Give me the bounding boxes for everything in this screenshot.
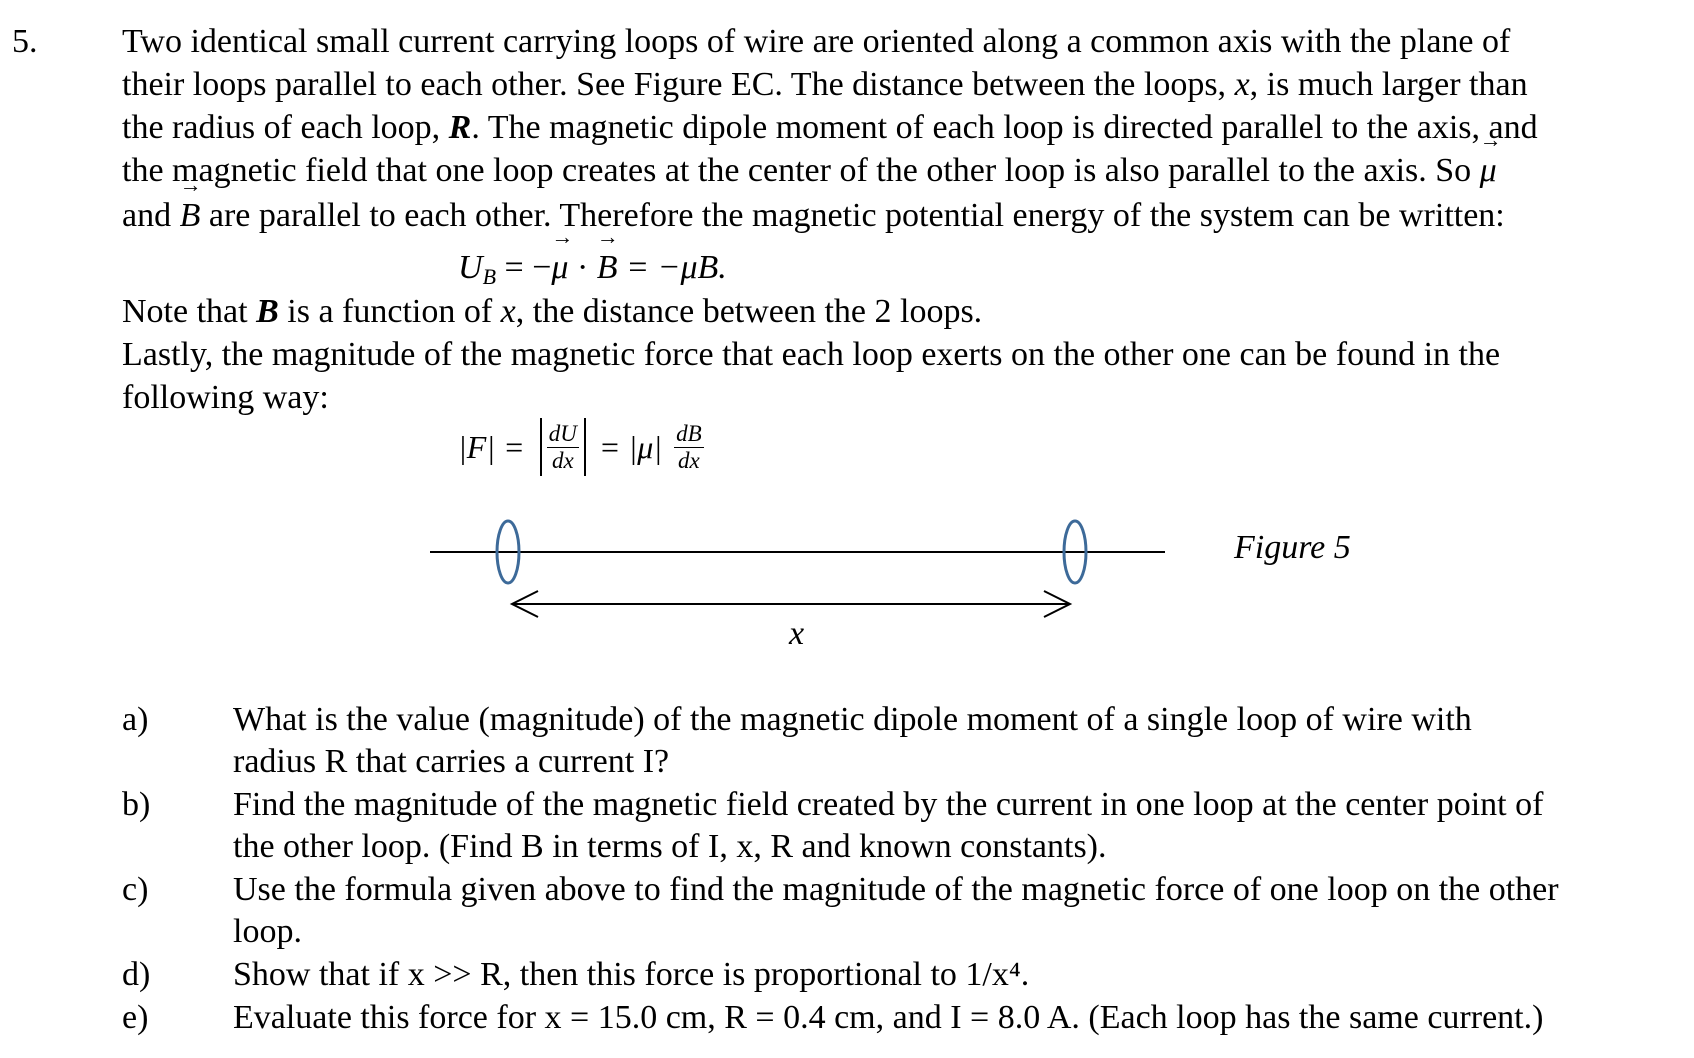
part-d-text xyxy=(233,954,1683,996)
note-line-2-text: Lastly, the magnitude of the magnetic force that each loop exerts on the other one can be found in the xyxy=(122,336,1501,373)
eq1-part-b: = −μB. xyxy=(617,249,727,286)
var-R: R xyxy=(448,109,472,146)
note-line-1-a: Note that xyxy=(122,293,257,330)
intro-line-5-a: and xyxy=(122,197,180,234)
distance-label: x xyxy=(789,615,805,652)
intro-line-3-a: the radius of each loop, xyxy=(122,109,449,146)
abs-bar-right xyxy=(584,418,586,476)
intro-line-1 xyxy=(122,20,1682,63)
intro-line-4-a: the magnetic field that one loop creates at the center of the other loop is also parallel to the axis. So xyxy=(122,152,1480,189)
intro-line-2-a: their loops parallel to each other. See Figure EC. The distance between the loops, xyxy=(122,66,1235,103)
potential-energy-equation xyxy=(458,246,727,293)
fraction-dB-dx xyxy=(674,421,704,474)
note-line-1-c: , the distance between the 2 loops. xyxy=(515,293,983,330)
note-line-1 xyxy=(122,290,1682,333)
force-equation xyxy=(458,418,706,476)
figure-label: Figure 5 xyxy=(1234,529,1351,566)
part-b-label: b) xyxy=(122,786,151,823)
part-e-text xyxy=(233,997,1683,1039)
eq1-U: U xyxy=(458,249,483,286)
part-b-line-2: the other loop. (Find B in terms of I, x, R and known constants). xyxy=(233,828,1107,865)
note-line-2 xyxy=(122,333,1682,376)
part-b-text xyxy=(233,784,1683,868)
intro-line-4 xyxy=(122,149,1682,192)
intro-line-1-text: Two identical small current carrying loops of wire are oriented along a common axis with the plane of xyxy=(122,23,1511,60)
part-c-line-1: Use the formula given above to find the magnitude of the magnetic force of one loop on the other xyxy=(233,871,1559,908)
part-a-label: a) xyxy=(122,701,149,738)
eq1-part-a: = − xyxy=(496,249,552,286)
frac2-denominator: dx xyxy=(678,447,700,473)
part-a-text xyxy=(233,699,1683,783)
part-d-line-1: Show that if x >> R, then this force is proportional to 1/x⁴. xyxy=(233,956,1030,993)
part-e-label: e) xyxy=(122,999,149,1036)
var-B: B xyxy=(256,293,279,330)
fraction-dU-dx xyxy=(547,421,579,474)
abs-bar-left xyxy=(540,418,542,476)
note-line-1-b: is a function of xyxy=(278,293,501,330)
intro-line-3 xyxy=(122,106,1682,149)
intro-line-2-b: , is much larger than xyxy=(1249,66,1528,103)
frac1-denominator: dx xyxy=(551,447,574,473)
eq2-lhs: |F| = xyxy=(458,429,525,465)
intro-line-2 xyxy=(122,63,1682,106)
eq1-vector-mu: → μ xyxy=(551,246,568,290)
frac1-numerator: dU xyxy=(548,420,577,446)
intro-line-5 xyxy=(122,194,1682,237)
frac2-numerator: dB xyxy=(676,420,702,446)
note-paragraph xyxy=(122,290,1682,419)
part-a-line-1: What is the value (magnitude) of the magnetic dipole moment of a single loop of wire with xyxy=(233,701,1472,738)
eq1-dot: · xyxy=(568,249,597,286)
part-d-label: d) xyxy=(122,956,151,993)
eq1-vector-B: → B xyxy=(597,246,618,290)
intro-line-5-b: are parallel to each other. Therefore the magnetic potential energy of the system can be written: xyxy=(200,197,1505,234)
note-line-3 xyxy=(122,376,1682,419)
eq1-U-subscript: B xyxy=(482,264,497,289)
intro-line-3-b: . The magnetic dipole moment of each loop is directed parallel to the axis, and xyxy=(471,109,1538,146)
eq2-mid: = |μ| xyxy=(598,429,663,465)
vector-B: → B xyxy=(180,194,201,237)
part-a-line-2: radius R that carries a current I? xyxy=(233,743,670,780)
part-c-line-2: loop. xyxy=(233,913,302,950)
vector-mu: → μ xyxy=(1480,149,1497,192)
part-c-label: c) xyxy=(122,871,149,908)
var-x: x xyxy=(1234,66,1250,103)
question-number: 5. xyxy=(12,23,38,60)
part-c-text xyxy=(233,869,1683,953)
intro-paragraph xyxy=(122,20,1682,237)
part-b-line-1: Find the magnitude of the magnetic field created by the current in one loop at the center point of xyxy=(233,786,1544,823)
part-e-line-1: Evaluate this force for x = 15.0 cm, R = 0.4 cm, and I = 8.0 A. (Each loop has the same current.) xyxy=(233,999,1544,1036)
var-x-note: x xyxy=(500,293,516,330)
note-line-3-text: following way: xyxy=(122,379,329,416)
